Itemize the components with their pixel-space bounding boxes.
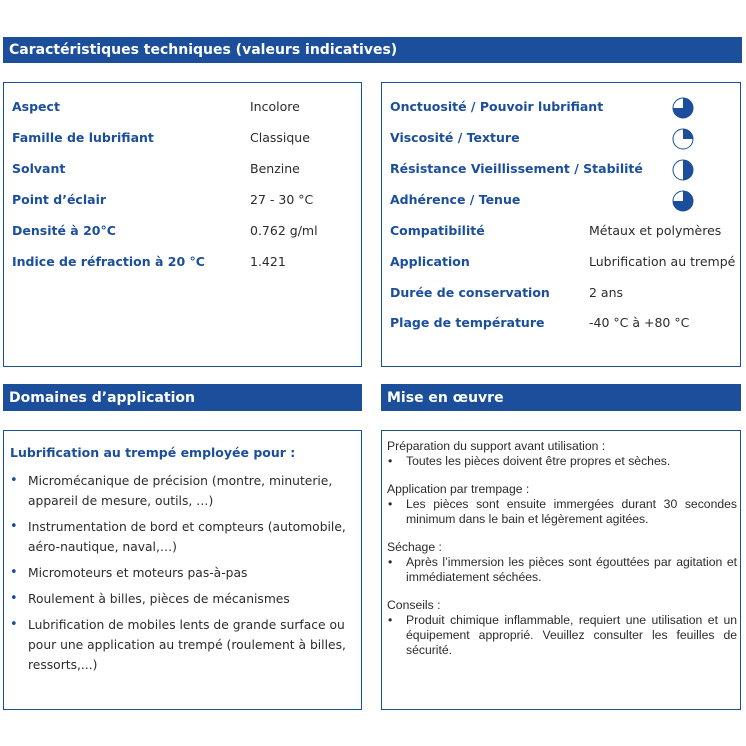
tech-label: Famille de lubrifiant (12, 130, 154, 145)
mise-section-item: • Après l’immersion les pièces sont égouttées par agitation et immédiatement séchées. (387, 555, 737, 585)
rating-pie-icon (672, 190, 694, 212)
tech-label: Durée de conservation (390, 285, 550, 300)
mise-title-bar (381, 384, 741, 411)
tech-value: Incolore (250, 99, 300, 114)
tech-label: Point d’éclair (12, 192, 107, 207)
tech-right-box (381, 82, 741, 367)
tech-title-bar (3, 37, 742, 63)
tech-value: -40 °C à +80 °C (589, 315, 690, 330)
mise-section-title: Séchage : (387, 540, 442, 554)
tech-label: Solvant (12, 161, 66, 176)
tech-label: Plage de température (390, 315, 545, 330)
list-item: • Roulement à billes, pièces de mécanismes (10, 589, 350, 609)
mise-section-item: • Produit chimique inflammable, requiert une utilisation et un équipement approprié. Veuillez consulter les feuilles de sécurité. (387, 613, 737, 658)
mise-content (387, 439, 737, 671)
list-item: • Instrumentation de bord et compteurs (automobile, aéro-nautique, naval,…) (10, 517, 350, 557)
domaines-box (3, 430, 362, 710)
rating-pie-icon (672, 159, 694, 181)
mise-section-title: Application par trempage : (387, 482, 530, 496)
mise-section-item: • Toutes les pièces doivent être propres et sèches. (387, 454, 737, 469)
tech-value: Classique (250, 130, 310, 145)
tech-label: Indice de réfraction à 20 °C (12, 254, 205, 269)
tech-value: Métaux et polymères (589, 223, 722, 238)
mise-title: Mise en œuvre (387, 389, 504, 406)
mise-box (381, 430, 741, 710)
mise-section-item: • Les pièces sont ensuite immergées durant 30 secondes minimum dans le bain et légèrement agitées. (387, 497, 737, 527)
rating-label: Adhérence / Tenue (390, 192, 521, 207)
mise-section (387, 540, 737, 585)
mise-section (387, 598, 737, 658)
tech-value: Lubrification au trempé (589, 254, 736, 269)
list-item: • Micromoteurs et moteurs pas-à-pas (10, 563, 350, 583)
mise-section-title: Conseils : (387, 598, 441, 612)
rating-label: Résistance Vieillissement / Stabilité (390, 161, 643, 176)
rating-pie-icon (672, 128, 694, 150)
rating-label: Viscosité / Texture (390, 130, 520, 145)
tech-value: 1.421 (250, 254, 286, 269)
rating-pie-fill (683, 160, 693, 180)
domaines-heading: Lubrification au trempé employée pour : (10, 445, 296, 460)
tech-value: Benzine (250, 161, 300, 176)
tech-label: Densité à 20°C (12, 223, 116, 238)
list-item: • Lubrification de mobiles lents de grande surface ou pour une application au trempé (roulement à billes, ressorts,...) (10, 615, 350, 675)
tech-label: Compatibilité (390, 223, 485, 238)
rating-pie-fill (683, 129, 693, 139)
rating-pie-icon (672, 97, 694, 119)
mise-section (387, 439, 737, 469)
tech-value: 0.762 g/ml (250, 223, 318, 238)
tech-label: Aspect (12, 99, 60, 114)
tech-left-box (3, 82, 362, 367)
domaines-title-bar (3, 384, 362, 411)
tech-value: 2 ans (589, 285, 624, 300)
list-item: • Micromécanique de précision (montre, minuterie, appareil de mesure, outils, …) (10, 471, 350, 511)
domaines-list (10, 471, 350, 681)
rating-label: Onctuosité / Pouvoir lubrifiant (390, 99, 604, 114)
mise-section-title: Préparation du support avant utilisation : (387, 439, 606, 453)
tech-title: Caractéristiques techniques (valeurs indicatives) (9, 42, 398, 58)
domaines-title: Domaines d’application (9, 389, 195, 406)
tech-label: Application (390, 254, 470, 269)
tech-value: 27 - 30 °C (250, 192, 314, 207)
mise-section (387, 482, 737, 527)
